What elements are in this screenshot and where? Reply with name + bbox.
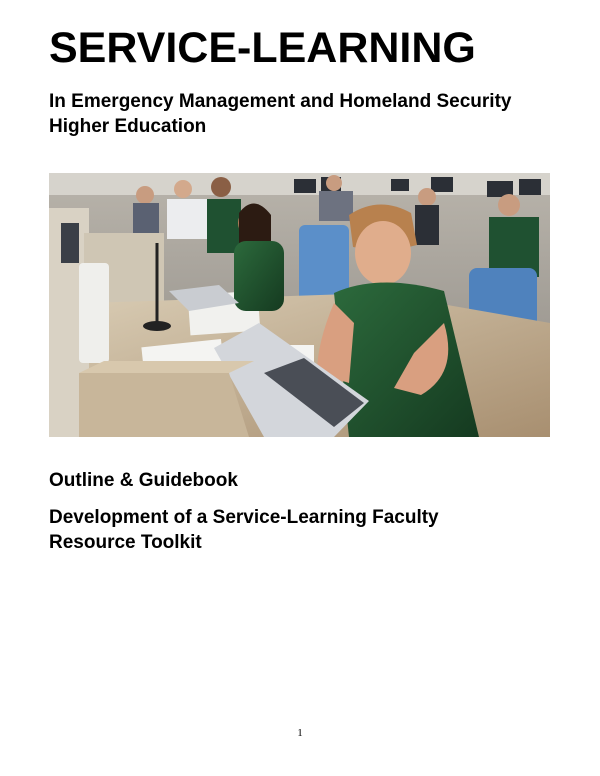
emergency-operations-center-photo (49, 173, 550, 437)
section-subheading: Development of a Service-Learning Faculty Resource Toolkit (49, 507, 439, 553)
page-number: 1 (297, 727, 303, 739)
document-title: SERVICE-LEARNING (49, 24, 476, 72)
document-subtitle: In Emergency Management and Homeland Security Higher Education (49, 91, 512, 137)
section-heading: Outline & Guidebook (49, 470, 238, 491)
